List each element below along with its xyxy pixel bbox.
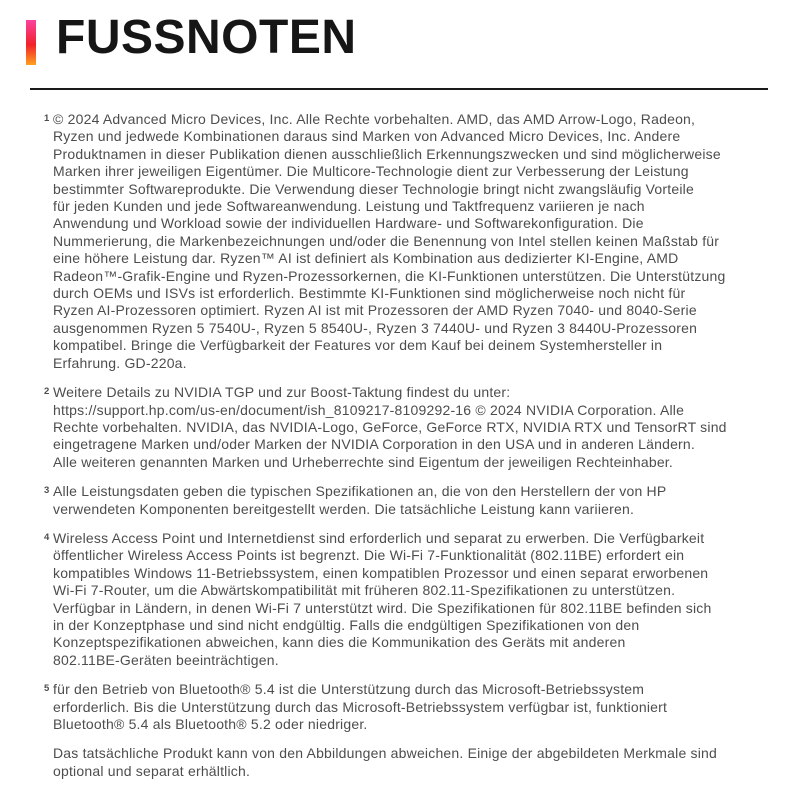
footnote bbox=[44, 483, 768, 518]
footnote-text bbox=[53, 111, 768, 372]
footnote-line: Wireless Access Point und Internetdienst sind erforderlich und separat zu erwerben. Die Verfügbarkeit bbox=[53, 529, 705, 546]
footnote-text bbox=[53, 384, 768, 471]
footnote-line: kompatibles Windows 11-Betriebssystem, einen kompatiblen Prozessor und einen separat erworbenen bbox=[53, 564, 709, 581]
footnote-line: Wi-Fi 7-Router, um die Abwärtskompatibilität mit früheren 802.11-Spezifikationen zu unterstützen. bbox=[53, 582, 676, 599]
footnote-line: eine höhere Leistung dar. Ryzen™ AI ist definiert als Kombination aus dedizierter KI-Engine, AMD bbox=[53, 250, 679, 267]
footnote-line: Ryzen und jedwede Kombinationen daraus sind Marken von Advanced Micro Devices, Inc. Andere bbox=[53, 128, 681, 145]
footnotes-list bbox=[44, 111, 768, 792]
footnote-number: 3 bbox=[44, 485, 50, 497]
footnote bbox=[44, 384, 768, 471]
footnote-line: Konzeptspezifikationen abweichen, kann dies die Kommunikation des Geräts mit anderen bbox=[53, 634, 626, 651]
footnote-line: Anwendung und Workload sowie der individuellen Hardware- und Softwarekonfiguration. Die bbox=[53, 215, 644, 232]
footnote-text bbox=[53, 745, 768, 780]
footnote-line: in der Konzeptphase und sind nicht endgültig. Falls die endgültigen Spezifikationen von den bbox=[53, 616, 640, 633]
footnote-line: durch OEMs und ISVs ist erforderlich. Bestimmte KI-Funktionen sind möglicherweise noch nicht für bbox=[53, 285, 686, 302]
footnote-line: erforderlich. Bis die Unterstützung durch das Microsoft-Betriebssystem verfügbar ist, funktioniert bbox=[53, 698, 668, 715]
footnote bbox=[53, 745, 768, 780]
footnote-line: Verfügbar in Ländern, in denen Wi-Fi 7 unterstützt wird. Die Spezifikationen für 802.11BE befinden sich bbox=[53, 599, 712, 616]
footnote-number: 5 bbox=[44, 683, 50, 695]
footnote-line: Ryzen AI-Prozessoren optimiert. Ryzen AI ist mit Prozessoren der AMD Ryzen 7040- und 8040-Serie bbox=[53, 302, 697, 319]
footnote bbox=[44, 529, 768, 669]
footnote-line: kompatibel. Bringe die Verfügbarkeit der Features vor dem Kauf bei deinem Systemhersteller in bbox=[53, 337, 663, 354]
footnote-text bbox=[53, 483, 768, 518]
footnote-line: Das tatsächliche Produkt kann von den Abbildungen abweichen. Einige der abgebildeten Merkmale sind bbox=[53, 745, 718, 762]
footnote-number: 4 bbox=[44, 531, 50, 543]
footnote-line: Alle weiteren genannten Marken und Urheberrechte sind Eigentum der jeweiligen Rechteinhaber. bbox=[53, 453, 673, 470]
footnote-line: © 2024 Advanced Micro Devices, Inc. Alle Rechte vorbehalten. AMD, das AMD Arrow-Logo, Radeon, bbox=[53, 111, 696, 127]
footnote bbox=[44, 681, 768, 733]
footnote-text bbox=[53, 681, 768, 733]
footnote-line: bestimmter Softwareprodukte. Die Verwendung dieser Technologie bringt nicht zwangsläufig Vorteile bbox=[53, 180, 694, 197]
footnote-line: für jeden Kunden und jede Softwareanwendung. Leistung und Taktfrequenz variieren je nach bbox=[53, 198, 645, 215]
footnote-line: Rechte vorbehalten. NVIDIA, das NVIDIA-Logo, GeForce, GeForce RTX, NVIDIA RTX und TensorRT sind bbox=[53, 418, 727, 435]
footnote-line: Produktnamen in dieser Publikation dienen ausschließlich Erkennungszwecken und sind möglicherweise bbox=[53, 145, 721, 162]
footnote-line: Weitere Details zu NVIDIA TGP und zur Boost-Taktung findest du unter: bbox=[53, 384, 511, 401]
footnote-number: 1 bbox=[44, 113, 50, 124]
footnote-line: 802.11BE-Geräten beeinträchtigen. bbox=[53, 651, 279, 668]
page-title: FUSSNOTEN bbox=[56, 11, 357, 64]
footnote-line: Nummerierung, die Markenbezeichnungen und/oder die Benennung von Intel stellen keinen Maßstab für bbox=[53, 232, 720, 249]
footnote-line: https://support.hp.com/us-en/document/ish_8109217-8109292-16 © 2024 NVIDIA Corporation. Alle bbox=[53, 401, 685, 418]
footnote-line: optional und separat erhältlich. bbox=[53, 762, 251, 779]
footnote-line: Marken ihrer jeweiligen Eigentümer. Die Multicore-Technologie dient zur Verbesserung der Leistung bbox=[53, 163, 689, 180]
footnote bbox=[44, 111, 768, 372]
footnote-line: Erfahrung. GD-220a. bbox=[53, 354, 187, 371]
footnote-number: 2 bbox=[44, 386, 50, 398]
footnote-line: Alle Leistungsdaten geben die typischen Spezifikationen an, die von den Herstellern der von HP bbox=[53, 483, 667, 500]
footnote-line: Bluetooth® 5.4 als Bluetooth® 5.2 oder niedriger. bbox=[53, 716, 368, 732]
footnote-line: verwendeten Komponenten bereitgestellt werden. Die tatsächliche Leistung kann variieren. bbox=[53, 500, 635, 517]
footnote-line: Radeon™-Grafik-Engine und Ryzen-Prozessorkernen, die KI-Funktionen unterstützen. Die Unterstützung bbox=[53, 267, 726, 284]
footnote-line: eingetragene Marken und/oder Marken der NVIDIA Corporation in den USA und in anderen Ländern. bbox=[53, 436, 695, 453]
footnote-line: öffentlicher Wireless Access Points ist begrenzt. Die Wi-Fi 7-Funktionalität (802.11BE) erfordert ein bbox=[53, 547, 685, 564]
footnote-line: für den Betrieb von Bluetooth® 5.4 ist die Unterstützung durch das Microsoft-Betriebssystem bbox=[53, 681, 645, 698]
brand-accent-bar bbox=[26, 20, 36, 65]
footnote-line: ausgenommen Ryzen 5 7540U-, Ryzen 5 8540U-, Ryzen 3 7440U- und Ryzen 3 8440U-Prozessoren bbox=[53, 319, 698, 336]
footnote-text bbox=[53, 530, 768, 669]
header-divider bbox=[30, 88, 768, 90]
